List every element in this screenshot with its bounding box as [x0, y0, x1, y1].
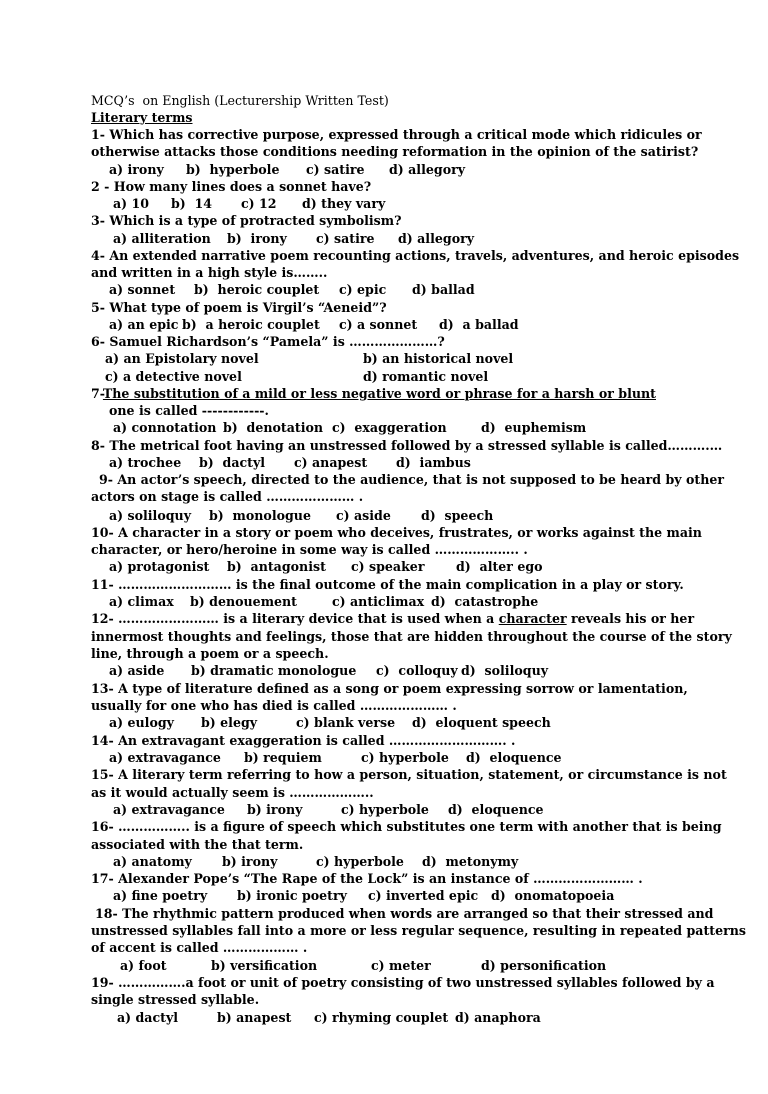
question-16-text: 16- …………….. is a figure of speech which substitutes one term with another that is being [91, 819, 722, 834]
question-4-text: 4- An extended narrative poem recounting actions, travels, adventures, and heroic episodes [91, 248, 740, 263]
question-5-text: 5- What type of poem is Virgil’s “Aeneid”? [91, 300, 387, 315]
option: d) allegory [389, 162, 466, 177]
question-number: 7- [91, 386, 103, 401]
option: c) colloquy [376, 663, 458, 678]
option: a) an Epistolary novel [105, 351, 259, 366]
option: b) versification [211, 958, 318, 973]
option: b) anapest [217, 1010, 292, 1025]
option: c) blank verse [296, 715, 396, 730]
question-12-text-cont2: line, through a poem or a speech. [91, 646, 329, 661]
option: c) exaggeration [332, 420, 447, 435]
option: d) soliloquy [461, 663, 549, 678]
option: a) irony [109, 162, 164, 177]
option: a) alliteration [113, 231, 211, 246]
option: d) personification [481, 958, 607, 973]
option: d) eloquent speech [412, 715, 551, 730]
option: d) eloquence [448, 802, 544, 817]
option: c) rhyming couplet [314, 1010, 449, 1025]
option: a) extravagance [113, 802, 225, 817]
question-13-text-cont: usually for one who has died is called ………………… . [91, 698, 457, 713]
option: b) monologue [209, 508, 311, 523]
option: a) aside [109, 663, 165, 678]
option: b) ironic poetry [237, 888, 347, 903]
option: a) fine poetry [113, 888, 208, 903]
question-9-text-cont: actors on stage is called ………………… . [91, 489, 364, 504]
option: b) 14 [171, 196, 213, 211]
question-12-text-cont: innermost thoughts and feelings, those that are hidden throughout the course of the story [91, 629, 732, 644]
question-18-text: 18- The rhythmic pattern produced when words are arranged so that their stressed and [95, 906, 714, 921]
question-text: 12- …………………… is a literary device that is used when a [91, 611, 499, 626]
option: c) satire [316, 231, 375, 246]
question-9-text: 9- An actor’s speech, directed to the audience, that is not supposed to be heard by other [99, 472, 725, 487]
question-11-text: 11- ……………………… is the final outcome of the main complication in a play or story. [91, 577, 684, 592]
question-1-text: 1- Which has corrective purpose, expressed through a critical mode which ridicules or [91, 127, 702, 142]
option: c) hyperbole [316, 854, 404, 869]
question-19-text-cont: single stressed syllable. [91, 992, 260, 1007]
option: d) iambus [396, 455, 471, 470]
option: b) denotation [223, 420, 324, 435]
option: b) irony [247, 802, 303, 817]
option: d) alter ego [456, 559, 543, 574]
option: d) eloquence [466, 750, 562, 765]
option: c) meter [371, 958, 431, 973]
option: b) irony [227, 231, 287, 246]
option: c) hyperbole [341, 802, 429, 817]
option: c) anapest [294, 455, 368, 470]
option: d) onomatopoeia [491, 888, 615, 903]
option: d) ballad [412, 282, 475, 297]
option: b) hyperbole [186, 162, 280, 177]
question-19-options [0, 1009, 541, 1094]
option: c) speaker [351, 559, 425, 574]
option: a) eulogy [109, 715, 174, 730]
option: d) anaphora [455, 1010, 541, 1025]
question-10-text-cont: character, or hero/heroine in some way is called ……………….. . [91, 542, 528, 557]
option: d) euphemism [481, 420, 587, 435]
option: d) a ballad [439, 317, 519, 332]
option: a) extravagance [109, 750, 221, 765]
option: d) metonymy [422, 854, 519, 869]
option: a) trochee [109, 455, 182, 470]
option: d) allegory [398, 231, 475, 246]
question-2-text: 2 - How many lines does a sonnet have? [91, 179, 372, 194]
option: a) dactyl [117, 1010, 179, 1025]
question-14-text: 14- An extravagant exaggeration is called ………………………. . [91, 733, 516, 748]
option: c) a detective novel [105, 369, 242, 384]
option: b) heroic couplet [194, 282, 320, 297]
option: b) elegy [201, 715, 258, 730]
option: a) sonnet [109, 282, 176, 297]
option: d) romantic novel [363, 369, 489, 384]
question-15-text-cont: as it would actually seem is ……………….. [91, 785, 374, 800]
question-4-text-cont: and written in a high style is…….. [91, 265, 328, 280]
option: a) foot [120, 958, 167, 973]
option: c) 12 [241, 196, 277, 211]
question-7-text-cont: one is called ------------. [109, 403, 269, 418]
option: a) soliloquy [109, 508, 192, 523]
option: b) a heroic couplet [182, 317, 320, 332]
question-16-text-cont: associated with the that term. [91, 837, 304, 852]
question-3-text: 3- Which is a type of protracted symbolism? [91, 213, 402, 228]
option: a) connotation [113, 420, 217, 435]
option: d) catastrophe [431, 594, 539, 609]
question-7-text [91, 385, 656, 402]
option: c) anticlimax [332, 594, 425, 609]
option: b) denouement [190, 594, 298, 609]
question-18-text-cont2: of accent is called ……………… . [91, 940, 308, 955]
option: c) epic [339, 282, 387, 297]
question-18-text-cont: unstressed syllables fall into a more or less regular sequence, resulting in repeated patterns [91, 923, 746, 938]
option: c) satire [306, 162, 365, 177]
question-1-text-cont: otherwise attacks those conditions needing reformation in the opinion of the satirist? [91, 144, 699, 159]
question-text: reveals his or her [566, 611, 695, 626]
question-12-text [91, 610, 694, 627]
option: b) dactyl [199, 455, 266, 470]
option: c) hyperbole [361, 750, 449, 765]
option: b) irony [222, 854, 278, 869]
question-text: The substitution of a mild or less negative word or phrase for a harsh or blunt [102, 386, 656, 401]
question-13-text: 13- A type of literature defined as a song or poem expressing sorrow or lamentation, [91, 681, 688, 696]
question-15-text: 15- A literary term referring to how a person, situation, statement, or circumstance is not [91, 767, 727, 782]
option: a) climax [109, 594, 174, 609]
question-19-text: 19- …………….a foot or unit of poetry consisting of two unstressed syllables followed by a [91, 975, 715, 990]
option: c) a sonnet [339, 317, 418, 332]
option: d) they vary [302, 196, 386, 211]
option: a) an epic [109, 317, 179, 332]
option: b) antagonist [227, 559, 326, 574]
option: a) protagonist [109, 559, 210, 574]
option: d) speech [421, 508, 494, 523]
document-title: MCQ’s on English (Lecturership Written Test) [91, 93, 389, 108]
option: c) aside [336, 508, 391, 523]
option: c) inverted epic [368, 888, 479, 903]
question-8-text: 8- The metrical foot having an unstressed followed by a stressed syllable is called……….… [91, 438, 723, 453]
question-6-text: 6- Samuel Richardson’s “Pamela” is …………………? [91, 334, 445, 349]
character-link[interactable]: character [498, 611, 567, 626]
option: b) requiem [244, 750, 322, 765]
question-10-text: 10- A character in a story or poem who deceives, frustrates, or works against the main [91, 525, 702, 540]
option: b) an historical novel [363, 351, 514, 366]
option: b) dramatic monologue [191, 663, 357, 678]
question-17-text: 17- Alexander Pope’s “The Rape of the Lock” is an instance of …………………… . [91, 871, 643, 886]
option: a) 10 [113, 196, 150, 211]
option: a) anatomy [113, 854, 192, 869]
section-heading: Literary terms [91, 110, 193, 125]
